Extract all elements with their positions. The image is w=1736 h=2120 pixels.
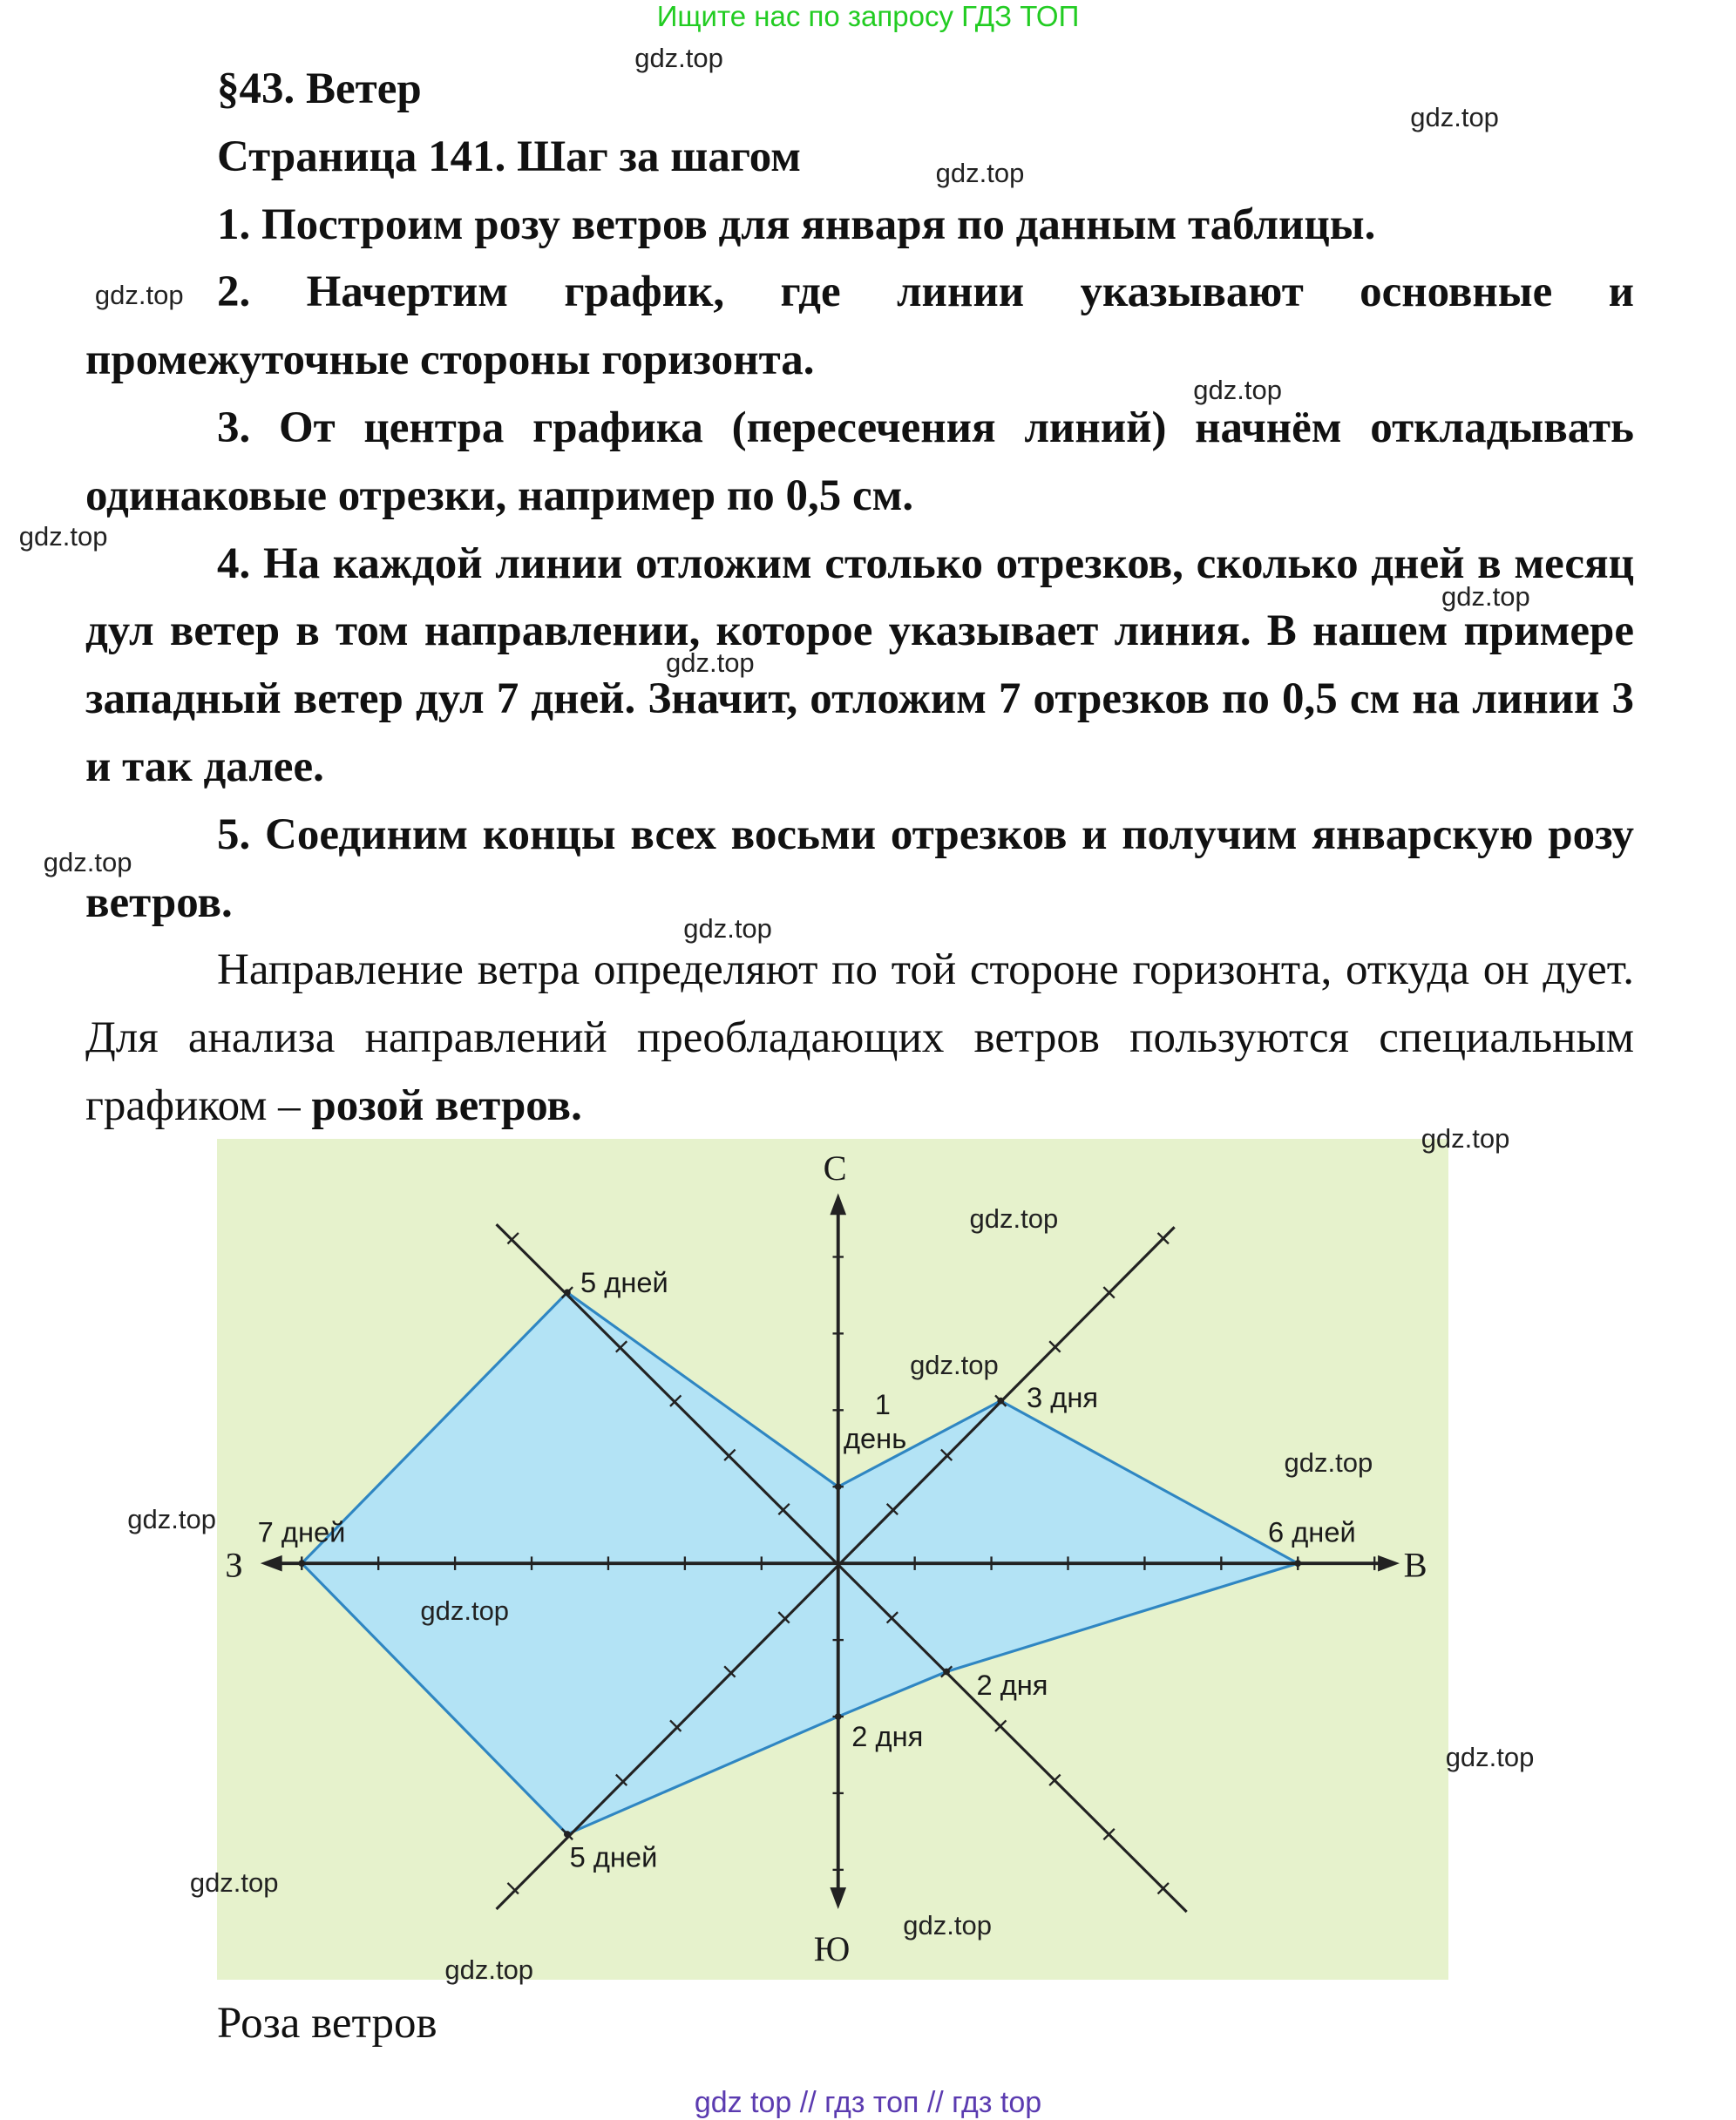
point-label: 6 дней <box>1268 1515 1356 1548</box>
watermark: gdz.top <box>43 846 132 877</box>
axis-label-west: З <box>225 1545 243 1585</box>
arrow-south-icon <box>830 1887 846 1909</box>
watermark: gdz.top <box>1441 580 1530 612</box>
watermark: gdz.top <box>1445 1741 1535 1772</box>
point-label: 1 <box>874 1387 891 1420</box>
axis-label-south: Ю <box>813 1929 851 1969</box>
definition-paragraph <box>85 937 1634 1140</box>
data-point <box>564 1289 571 1296</box>
article <box>85 56 1634 1141</box>
axis-label-north: С <box>823 1148 847 1188</box>
watermark: gdz.top <box>94 280 184 311</box>
point-label: 2 дня <box>976 1669 1048 1702</box>
figure-caption: Роза ветров <box>217 1999 437 2048</box>
wind-rose-svg <box>217 1139 1448 1980</box>
watermark: gdz.top <box>634 42 723 73</box>
watermark: gdz.top <box>969 1202 1059 1234</box>
point-label: 3 дня <box>1027 1381 1099 1414</box>
point-label: 2 дня <box>851 1720 924 1753</box>
step-2: 2. Начертим график, где линии указывают основные и промежуточные стороны горизонта. <box>85 268 1634 385</box>
data-point <box>943 1669 950 1676</box>
step-3: 3. От центра графика (пересечения линий) начнём откладывать одинаковые отрезки, например по 0,5 см. <box>85 403 1634 520</box>
data-point <box>997 1398 1004 1405</box>
data-point <box>1294 1560 1301 1567</box>
watermark: gdz.top <box>444 1954 534 1985</box>
data-point <box>298 1560 305 1567</box>
watermark: gdz.top <box>127 1504 216 1535</box>
definition-term: розой ветров. <box>311 1080 582 1130</box>
step-4: 4. На каждой линии отложим столько отрезков, сколько дней в месяц дул ветер в том направлении, которое указывает линия. В нашем примере западный ветер дул 7 дней. Значит, отложим 7 отрезков по 0,5 см на линии 3 и так далее. <box>85 538 1634 791</box>
point-label: 7 дней <box>257 1515 346 1548</box>
data-point <box>835 1483 842 1490</box>
step-5: 5. Соединим концы всех восьми отрезков и получим январскую розу ветров. <box>85 809 1634 927</box>
watermark: gdz.top <box>665 647 755 678</box>
watermark: gdz.top <box>910 1349 999 1380</box>
arrow-east-icon <box>1378 1555 1400 1572</box>
watermark: gdz.top <box>683 912 772 944</box>
point-label: день <box>843 1421 907 1454</box>
point-label: 5 дней <box>569 1840 658 1873</box>
watermark: gdz.top <box>18 521 108 552</box>
watermark: gdz.top <box>420 1595 510 1626</box>
watermark: gdz.top <box>1284 1446 1373 1478</box>
data-point <box>564 1831 571 1838</box>
footer-links[interactable]: gdz top // гдз топ // гдз top <box>694 2086 1042 2119</box>
wind-rose-diagram <box>217 1139 1448 1980</box>
page-subtitle: Страница 141. Шаг за шагом <box>217 132 801 181</box>
arrow-north-icon <box>830 1193 846 1215</box>
section-title: §43. Ветер <box>217 64 422 113</box>
watermark: gdz.top <box>1421 1123 1510 1155</box>
step-1: 1. Построим розу ветров для января по данным таблицы. <box>217 200 1376 249</box>
arrow-west-icon <box>261 1555 282 1572</box>
watermark: gdz.top <box>1410 102 1499 133</box>
watermark: gdz.top <box>1193 375 1282 406</box>
definition-text: Направление ветра определяют по той стороне горизонта, откуда он дует. Для анализа направлений преобладающих ветров пользуются специальным графиком – <box>85 945 1634 1130</box>
watermark: gdz.top <box>903 1909 992 1941</box>
data-point <box>835 1713 842 1720</box>
point-label: 5 дней <box>580 1265 668 1298</box>
promo-banner[interactable]: Ищите нас по запросу ГДЗ ТОП <box>656 0 1080 32</box>
watermark: gdz.top <box>189 1867 279 1899</box>
watermark: gdz.top <box>935 158 1025 189</box>
axis-label-east: В <box>1403 1545 1427 1585</box>
